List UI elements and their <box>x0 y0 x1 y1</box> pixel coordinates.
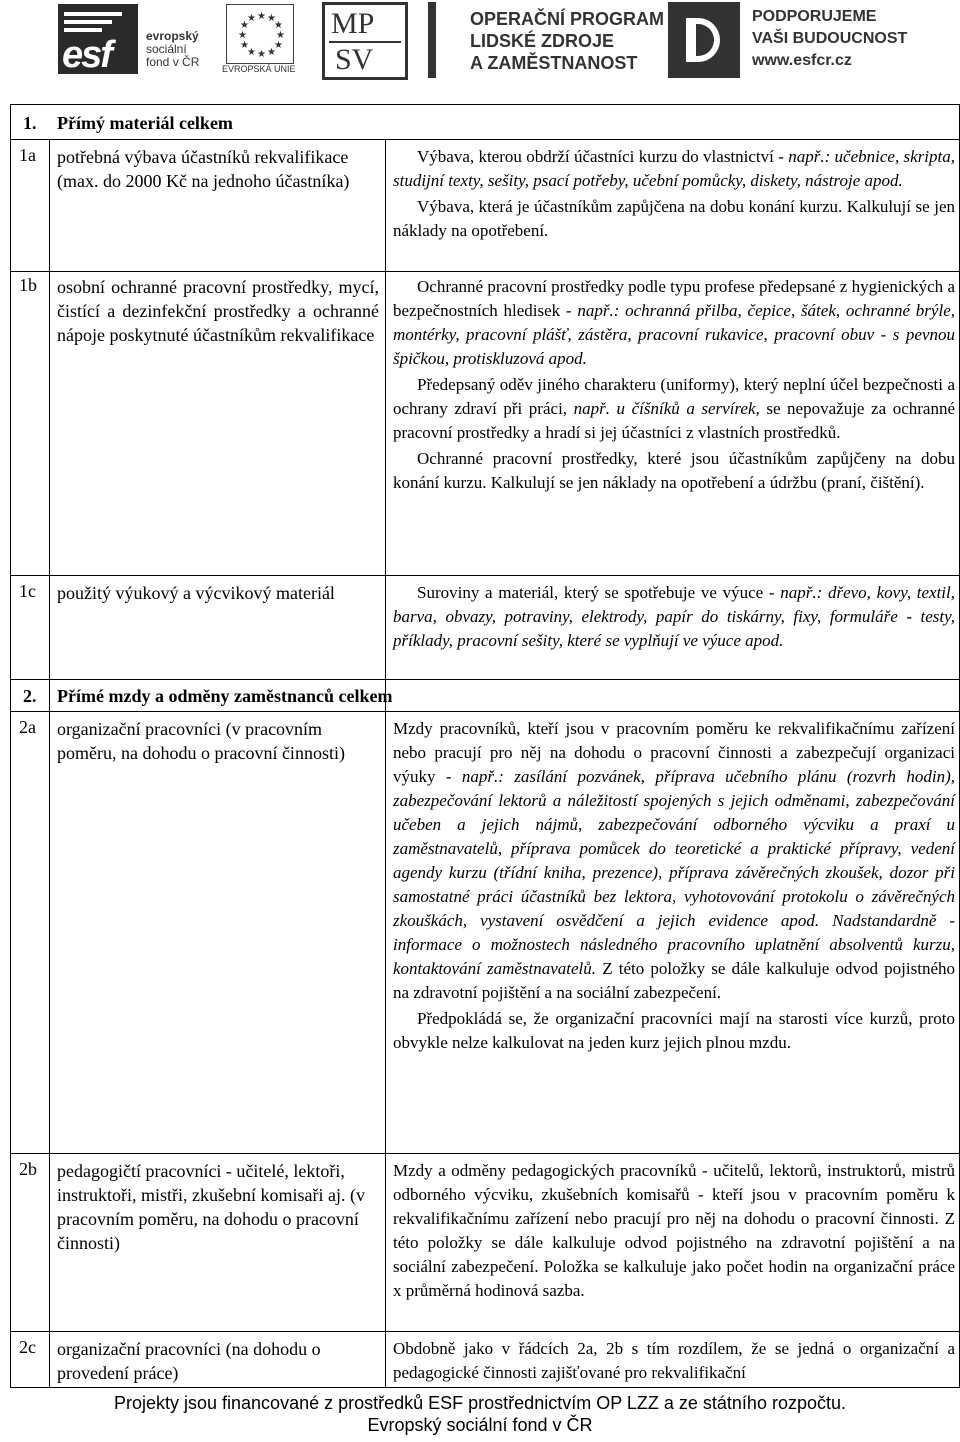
svg-text:★: ★ <box>238 30 247 41</box>
svg-text:★: ★ <box>247 47 256 58</box>
item-label: pedagogičtí pracovníci - učitelé, lektoři, instruktoři, mistři, zkušební komisaři aj. (v pracovním poměru, na dohodu o pracovní činnosti) <box>57 1161 365 1253</box>
desc-text: Z této položky se dále kalkuluje odvod pojistného na zdravotní pojištění a na sociální zabezpečení. <box>393 959 955 1002</box>
page-header <box>0 0 960 82</box>
desc-text: Předepsaný oděv jiného charakteru (uniformy), který neplní účel bezpečnosti a ochrany zdraví při práci, <box>393 375 955 418</box>
footer-line-1: Projekty jsou financované z prostředků ESF prostřednictvím OP LZZ a ze státního rozpočtu. <box>113 1393 846 1413</box>
item-code: 2a <box>19 717 36 737</box>
item-description <box>393 717 955 1057</box>
section-title: Přímé mzdy a odměny zaměstnanců celkem <box>57 686 393 706</box>
op-text-line: A ZAMĚSTNANOST <box>470 53 638 73</box>
section-number: 1. <box>23 113 37 133</box>
item-label: použitý výukový a výcvikový materiál <box>57 583 335 603</box>
desc-text: Suroviny a materiál, který se spotřebuje ve výuce - <box>417 583 781 602</box>
svg-text:★: ★ <box>274 40 283 51</box>
item-code: 1a <box>19 145 36 165</box>
desc-text: Mzdy pracovníků, kteří jsou v pracovním poměru ke rekvalifikačnímu zařízení nebo pracují pro něj na dohodu o pracovní činnosti a zabezpečují organizaci výuky - <box>393 719 955 786</box>
desc-text: Ochranné pracovní prostředky podle typu profese předepsané z hygienických a bezpečnostních hledisek - <box>393 277 955 320</box>
support-text-line: www.esfcr.cz <box>752 52 852 69</box>
desc-text: Výbava, kterou obdrží účastníci kurzu do vlastnictví - <box>417 147 789 166</box>
desc-text: Obdobně jako v řádcích 2a, 2b s tím rozdílem, že se jedná o organizační a pedagogické činnosti zajišťované pro rekvalifikační <box>393 1339 955 1382</box>
svg-text:★: ★ <box>240 40 249 51</box>
item-description <box>393 1337 955 1387</box>
svg-text:★: ★ <box>274 20 283 31</box>
op-text-line: OPERAČNÍ PROGRAM <box>470 9 665 29</box>
item-code: 2c <box>19 1337 36 1357</box>
eu-flag-icon <box>226 4 294 64</box>
esf-mark-icon <box>58 4 138 74</box>
desc-italic: např.: dřevo, kovy, textil, barva, obvazy, potraviny, elektrody, papír do tiskárny, fixy, formuláře - testy, příklady, pracovní sešity, které se vyplňují ve výuce apod. <box>393 583 955 650</box>
item-label: osobní ochranné pracovní prostředky, mycí, čistící a dezinfekční prostředky a ochranné nápoje poskytnuté účastníkům rekvalifikace <box>57 277 379 345</box>
esf-text-line: evropský <box>146 29 199 43</box>
svg-text:★: ★ <box>257 11 266 22</box>
item-description <box>393 581 955 655</box>
support-text-line: PODPORUJEME <box>752 8 877 25</box>
desc-italic: např. u číšníků a servírek, <box>573 399 760 418</box>
item-code: 1b <box>19 275 37 295</box>
section-header-1 <box>11 105 959 139</box>
svg-text:★: ★ <box>240 20 249 31</box>
item-code: 2b <box>19 1159 37 1179</box>
esf-text-line: sociální <box>146 42 187 56</box>
svg-text:★: ★ <box>257 49 266 60</box>
section-title: Přímý materiál celkem <box>57 113 233 133</box>
desc-text: se nepovažuje za ochranné pracovní prostředky a hradí si jej účastníci z vlastních prostředků. <box>393 399 955 442</box>
desc-text: Mzdy a odměny pedagogických pracovníků - učitelů, lektorů, instruktorů, mistrů odborného výcviku, zkušebních komisařů - kteří jsou v pracovním poměru k rekvalifikačnímu zařízení nebo pracují pro něj na dohodu o pracovní činnosti. Z této položky se dále kalkuluje odvod pojistného na zdravotní pojištění a na sociální zabezpečení. Položka se kalkuluje jako počet hodin na organizační práce x průměrná hodinová sazba. <box>393 1161 955 1300</box>
mpsv-logo <box>322 2 408 80</box>
desc-text: Ochranné pracovní prostředky, které jsou účastníkům zapůjčeny na dobu konání kurzu. Kalkulují se jen náklady na opotřebení a údržbu (praní, čištění). <box>393 449 955 492</box>
support-logo-text <box>752 6 907 72</box>
support-text-line: VAŠI BUDOUCNOST <box>752 30 908 47</box>
op-logo-text <box>470 8 664 74</box>
desc-italic: např.: zasílání pozvánek, příprava učebního plánu (rozvrh hodin), zabezpečování lektorů a náležitostí spojených s jejich odměnami, zabezpečování učeben a jejich nájmů, zabezpečování odborného výcviku a praxí u zaměstnavatelů, příprava pomůcek do teoretické a praktické přípravy, vedení agendy kurzu (třídní kniha, prezence), příprava závěrečných zkoušek, dozor při samostatné práci účastníků bez lektora, vyhotovování protokolu o závěrečných zkouškách, vystavení osvědčení a jejich evidence apod. Nadstandardně - informace o možnostech následného pracovního uplatnění absolventů kurzu, kontaktování zaměstnavatelů. <box>393 767 955 978</box>
svg-text:★: ★ <box>267 47 276 58</box>
cost-table <box>10 104 960 1388</box>
desc-text: Výbava, která je účastníkům zapůjčena na dobu konání kurzu. Kalkulují se jen náklady na opotřebení. <box>393 197 955 240</box>
item-description <box>393 275 955 497</box>
desc-text: Předpokládá se, že organizační pracovníci mají na starosti více kurzů, proto obvykle nelze kalkulovat na jeden kurz jejich plnou mzdu. <box>393 1009 955 1052</box>
item-label: organizační pracovníci (v pracovním poměru, na dohodu o pracovní činnosti) <box>57 719 345 763</box>
op-logo-bar <box>428 2 436 78</box>
page-footer <box>0 1392 960 1436</box>
mpsv-letters-top: MP <box>331 7 375 40</box>
eu-logo <box>222 4 300 76</box>
svg-text:★: ★ <box>267 13 276 24</box>
mpsv-letters-bottom: SV <box>335 43 374 76</box>
item-label: organizační pracovníci (na dohodu o provedení práce) <box>57 1339 321 1383</box>
esf-logo-text <box>146 30 199 69</box>
item-description <box>393 145 955 245</box>
footer-line-2: Evropský sociální fond v ČR <box>367 1415 593 1435</box>
op-text-line: LIDSKÉ ZDROJE <box>470 31 615 51</box>
section-number: 2. <box>23 686 37 706</box>
esf-logo <box>58 4 218 76</box>
svg-text:★: ★ <box>276 30 285 41</box>
section-header-2 <box>11 679 959 713</box>
esf-letters: esf <box>62 34 111 76</box>
item-label: potřebná výbava účastníků rekvalifikace (max. do 2000 Kč na jednoho účastníka) <box>57 147 350 191</box>
item-description <box>393 1159 955 1305</box>
svg-text:★: ★ <box>247 13 256 24</box>
desc-italic: např.: ochranná přilba, čepice, šátek, ochranné brýle, montérky, pracovní plášť, zástěra, pracovní rukavice, pracovní obuv - s pevnou špičkou, protiskluzová apod. <box>393 301 955 368</box>
esf-text-line: fond v ČR <box>146 55 200 69</box>
support-logo-icon <box>668 2 740 78</box>
item-code: 1c <box>19 581 36 601</box>
eu-caption: EVROPSKÁ UNIE <box>222 64 296 74</box>
desc-italic: např.: učebnice, skripta, studijní texty, sešity, psací potřeby, učební pomůcky, diskety, nástroje apod. <box>393 147 956 190</box>
